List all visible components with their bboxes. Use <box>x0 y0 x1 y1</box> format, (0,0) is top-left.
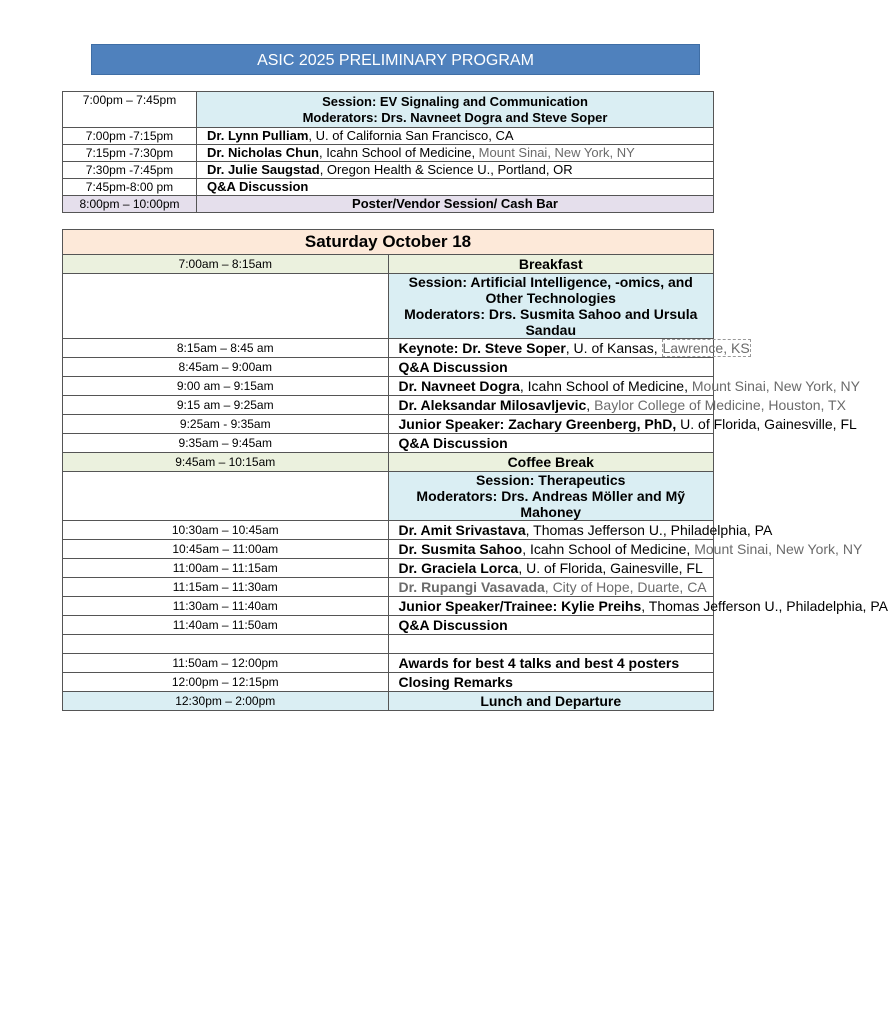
speaker-name: Dr. Susmita Sahoo <box>398 541 523 557</box>
talk-cell <box>197 145 714 162</box>
speaker-name: Dr. Aleksandar Milosavljevic <box>398 397 587 413</box>
program-banner: ASIC 2025 PRELIMINARY PROGRAM <box>91 44 700 75</box>
lunch-label: Lunch and Departure <box>388 692 714 711</box>
qa-label: Q&A Discussion <box>197 179 714 196</box>
speaker-name: Dr. Julie Saugstad <box>207 162 320 177</box>
table-row <box>63 673 714 692</box>
table-row <box>63 230 714 255</box>
table-row <box>63 196 714 213</box>
session-header <box>388 472 714 521</box>
saturday-schedule-table <box>62 229 888 711</box>
speaker-affiliation: U. of Florida, Gainesville, FL <box>676 416 857 432</box>
table-row <box>63 559 714 578</box>
speaker-affiliation: , Thomas Jefferson U., Philadelphia, PA <box>641 598 888 614</box>
talk-cell <box>388 578 714 597</box>
talk-cell <box>388 521 773 540</box>
table-row <box>63 339 714 358</box>
time-cell: 8:00pm – 10:00pm <box>63 196 197 213</box>
speaker-affiliation: , Icahn School of Medicine, <box>522 541 695 557</box>
time-cell: 11:30am – 11:40am <box>63 597 389 616</box>
table-row <box>63 358 714 377</box>
time-cell: 11:40am – 11:50am <box>63 616 389 635</box>
talk-cell <box>197 162 714 179</box>
speaker-name: Dr. Lynn Pulliam <box>207 128 309 143</box>
table-row <box>63 179 714 196</box>
time-cell: 10:30am – 10:45am <box>63 521 389 540</box>
table-row <box>63 616 714 635</box>
talk-cell <box>388 540 863 559</box>
time-cell <box>63 274 389 339</box>
table-row <box>63 145 714 162</box>
speaker-name: Dr. Rupangi Vasavada <box>398 579 545 595</box>
empty-cell <box>388 635 714 654</box>
session-title: Session: Therapeutics <box>476 472 626 488</box>
table-row <box>63 635 714 654</box>
breakfast-label: Breakfast <box>388 255 714 274</box>
talk-cell <box>388 597 888 616</box>
table-row <box>63 274 714 339</box>
table-row <box>63 578 714 597</box>
table-row <box>63 255 714 274</box>
speaker-name: Dr. Graciela Lorca <box>398 560 519 576</box>
time-cell: 10:45am – 11:00am <box>63 540 389 559</box>
time-cell: 12:00pm – 12:15pm <box>63 673 389 692</box>
table-row <box>63 128 714 145</box>
session-header <box>197 92 714 128</box>
time-cell: 11:00am – 11:15am <box>63 559 389 578</box>
speaker-affiliation: , U. of Florida, Gainesville, FL <box>518 560 703 576</box>
speaker-affiliation: , Oregon Health & Science U., Portland, OR <box>319 162 573 177</box>
speaker-location: Mount Sinai, New York, NY <box>478 145 635 160</box>
talk-cell <box>388 339 750 358</box>
talk-cell <box>388 396 846 415</box>
time-cell: 9:00 am – 9:15am <box>63 377 389 396</box>
day-header: Saturday October 18 <box>63 230 714 255</box>
coffee-break-label: Coffee Break <box>388 453 714 472</box>
speaker-location: Baylor College of Medicine, Houston, TX <box>594 397 846 413</box>
speaker-name: Junior Speaker/Trainee: Kylie Preihs <box>398 598 642 614</box>
table-row <box>63 540 714 559</box>
table-row <box>63 654 714 673</box>
time-cell: 9:25am - 9:35am <box>63 415 389 434</box>
time-cell: 12:30pm – 2:00pm <box>63 692 389 711</box>
friday-schedule-table <box>62 91 714 213</box>
speaker-name: Dr. Navneet Dogra <box>398 378 520 394</box>
speaker-affiliation: , U. of California San Francisco, CA <box>308 128 514 143</box>
speaker-location: Lawrence, KS <box>662 340 750 356</box>
session-title: Session: Artificial Intelligence, -omics, and Other Technologies <box>408 274 693 306</box>
time-cell: 7:00pm – 7:45pm <box>63 92 197 128</box>
time-cell: 8:45am – 9:00am <box>63 358 389 377</box>
table-row <box>63 92 714 128</box>
table-row <box>63 472 714 521</box>
poster-session-label: Poster/Vendor Session/ Cash Bar <box>197 196 714 213</box>
time-cell <box>63 472 389 521</box>
speaker-name: Dr. Nicholas Chun <box>207 145 319 160</box>
time-cell: 7:45pm-8:00 pm <box>63 179 197 196</box>
qa-label: Q&A Discussion <box>388 616 714 635</box>
empty-time-cell <box>63 635 389 654</box>
speaker-location: Mount Sinai, New York, NY <box>694 541 863 557</box>
speaker-affiliation: , U. of Kansas, <box>565 340 662 356</box>
speaker-affiliation: , <box>586 397 595 413</box>
session-moderators: Moderators: Drs. Navneet Dogra and Steve Soper <box>302 109 608 125</box>
time-cell: 9:45am – 10:15am <box>63 453 389 472</box>
time-cell: 11:15am – 11:30am <box>63 578 389 597</box>
speaker-affiliation: , Icahn School of Medicine, <box>318 145 479 160</box>
time-cell: 9:35am – 9:45am <box>63 434 389 453</box>
session-moderators: Moderators: Drs. Susmita Sahoo and Ursula Sandau <box>404 306 698 338</box>
session-title: Session: EV Signaling and Communication <box>322 93 588 109</box>
session-header <box>388 274 714 339</box>
speaker-location: Mount Sinai, New York, NY <box>691 378 860 394</box>
time-cell: 7:15pm -7:30pm <box>63 145 197 162</box>
time-cell: 7:00pm -7:15pm <box>63 128 197 145</box>
time-cell: 11:50am – 12:00pm <box>63 654 389 673</box>
table-row <box>63 415 714 434</box>
table-row <box>63 453 714 472</box>
talk-cell <box>388 377 860 396</box>
speaker-affiliation: , Icahn School of Medicine, <box>519 378 692 394</box>
table-row <box>63 597 714 616</box>
speaker-location: , City of Hope, Duarte, CA <box>544 579 707 595</box>
speaker-name: Dr. Amit Srivastava <box>398 522 526 538</box>
speaker-affiliation: , Thomas Jefferson U., Philadelphia, PA <box>525 522 773 538</box>
qa-label: Q&A Discussion <box>388 434 714 453</box>
table-row <box>63 692 714 711</box>
time-cell: 8:15am – 8:45 am <box>63 339 389 358</box>
talk-cell <box>197 128 714 145</box>
time-cell: 9:15 am – 9:25am <box>63 396 389 415</box>
table-row <box>63 521 714 540</box>
time-cell: 7:00am – 8:15am <box>63 255 389 274</box>
time-cell: 7:30pm -7:45pm <box>63 162 197 179</box>
speaker-name: Junior Speaker: Zachary Greenberg, PhD, <box>398 416 677 432</box>
talk-cell <box>388 415 857 434</box>
table-row <box>63 396 714 415</box>
table-row <box>63 377 714 396</box>
closing-remarks-label: Closing Remarks <box>388 673 714 692</box>
table-row <box>63 162 714 179</box>
qa-label: Q&A Discussion <box>388 358 714 377</box>
table-row <box>63 434 714 453</box>
talk-cell <box>388 559 714 578</box>
session-moderators: Moderators: Drs. Andreas Möller and Mỹ Mahoney <box>416 488 686 520</box>
awards-label: Awards for best 4 talks and best 4 posters <box>388 654 714 673</box>
speaker-name: Keynote: Dr. Steve Soper <box>398 340 566 356</box>
